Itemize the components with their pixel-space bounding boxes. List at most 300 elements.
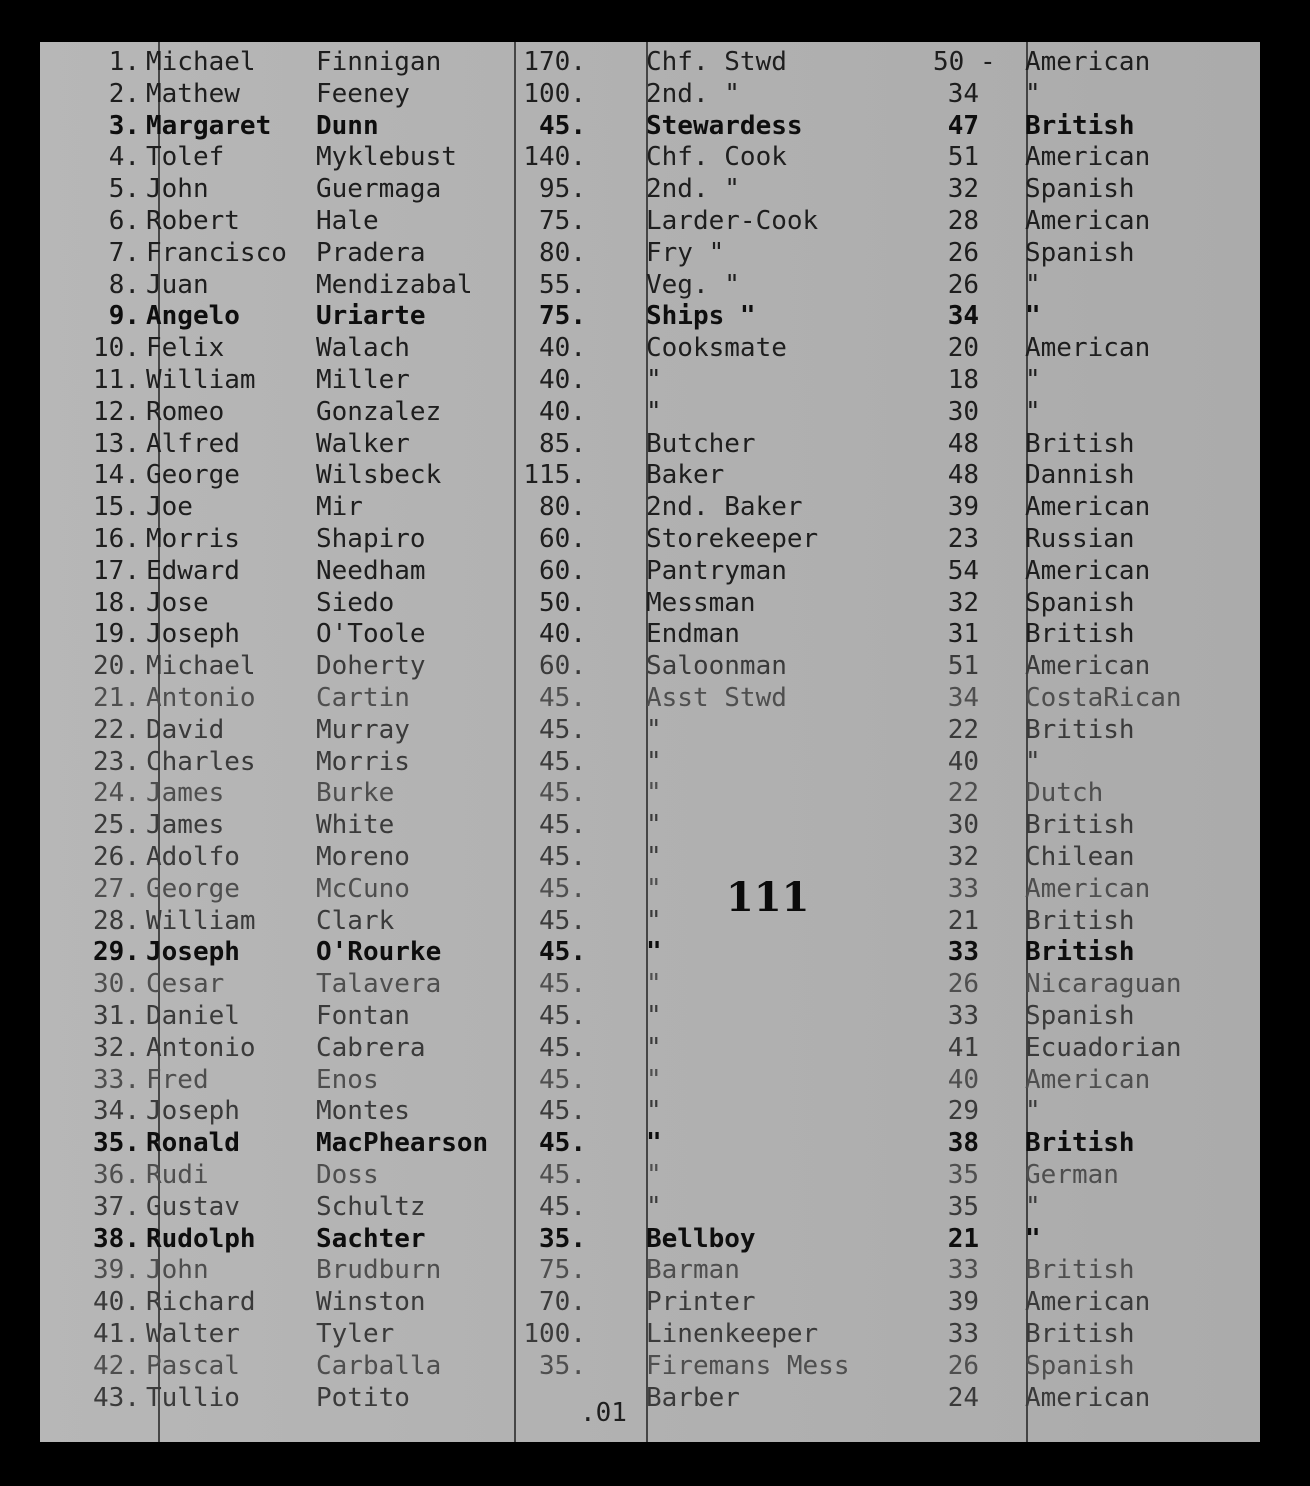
table-row (40, 459, 1260, 491)
cell-rating: " (646, 905, 662, 936)
cell-last-name: Needham (316, 555, 426, 586)
table-row (40, 173, 1260, 205)
cell-first-name: Antonio (146, 1032, 256, 1063)
cell-first-name: Tullio (146, 1382, 240, 1413)
cell-wage: 45. (539, 1128, 586, 1159)
cell-age: 21 (947, 1223, 979, 1254)
cell-row-number: 34. (93, 1096, 140, 1127)
cell-last-name: Mir (316, 492, 363, 523)
cell-row-number: 8. (108, 269, 140, 300)
table-row (40, 364, 1260, 396)
cell-nationality: Spanish (1025, 587, 1135, 618)
cell-rating: " (646, 1160, 662, 1190)
table-row (40, 905, 1260, 937)
cell-age: 34 (947, 78, 979, 109)
cell-last-name: Shapiro (316, 524, 426, 554)
cell-age: 35 (947, 1191, 979, 1222)
cell-wage: 45. (539, 969, 586, 1000)
table-row (40, 809, 1260, 841)
cell-wage: 40. (539, 365, 586, 395)
cell-nationality: Dutch (1025, 778, 1104, 809)
cell-wage: 85. (539, 428, 586, 459)
cell-row-number: 12. (93, 396, 140, 427)
cell-row-number: 23. (93, 746, 140, 777)
cell-row-number: 17. (93, 555, 140, 586)
cell-wage: 45. (539, 1001, 586, 1031)
cell-rating: " (646, 1032, 662, 1063)
cell-age: 47 (947, 110, 979, 141)
cell-wage: 45. (539, 1096, 586, 1127)
cell-wage: 40. (539, 396, 586, 427)
cell-age: 30 (947, 810, 979, 841)
cell-first-name: Charles (146, 746, 256, 777)
cell-first-name: Richard (146, 1287, 256, 1318)
cell-nationality: British (1025, 428, 1135, 459)
table-row (40, 1159, 1260, 1191)
table-row (40, 78, 1260, 110)
cell-wage: 45. (539, 873, 586, 904)
cell-last-name: Morris (316, 746, 410, 777)
cell-last-name: Dunn (316, 110, 379, 141)
cell-row-number: 28. (93, 905, 140, 936)
cell-age: 30 (947, 396, 979, 427)
cell-wage: 45. (539, 1064, 586, 1095)
table-row (40, 110, 1260, 142)
table-row (40, 587, 1260, 619)
cell-wage: 45. (539, 842, 586, 872)
cell-last-name: Moreno (316, 842, 410, 872)
cell-rating: " (646, 810, 662, 841)
cell-age: 51 (947, 651, 979, 682)
cell-rating: Storekeeper (646, 524, 819, 554)
table-row (40, 141, 1260, 173)
cell-wage: 70. (539, 1287, 586, 1318)
cell-rating: Endman (646, 619, 740, 650)
cell-wage: 100. (523, 1319, 586, 1349)
cell-nationality: British (1025, 905, 1135, 936)
cell-first-name: Gustav (146, 1191, 240, 1222)
table-row (40, 1064, 1260, 1096)
cell-last-name: Clark (316, 905, 395, 936)
cell-first-name: Pascal (146, 1350, 240, 1381)
cell-age: 26 (947, 237, 979, 268)
cell-rating: " (646, 969, 662, 1000)
table-row (40, 1254, 1260, 1286)
cell-last-name: Guermaga (316, 174, 442, 205)
cell-age: 40 (947, 1064, 979, 1095)
cell-first-name: Antonio (146, 683, 256, 713)
cell-first-name: James (146, 778, 225, 809)
cell-age: 50 - (933, 47, 996, 77)
cell-last-name: MacPhearson (316, 1128, 489, 1159)
cell-nationality: " (1025, 78, 1041, 109)
cell-rating: 2nd. " (646, 78, 740, 109)
cell-age: 51 (947, 142, 979, 173)
cell-wage: 35. (539, 1223, 586, 1254)
table-row (40, 936, 1260, 968)
table-row (40, 682, 1260, 714)
cell-first-name: Jose (146, 587, 209, 618)
cell-row-number: 41. (93, 1319, 140, 1349)
cell-nationality: Spanish (1025, 1001, 1135, 1031)
cell-row-number: 40. (93, 1287, 140, 1318)
cell-first-name: Romeo (146, 396, 225, 427)
cell-last-name: Uriarte (316, 301, 426, 332)
cell-rating: " (646, 1191, 662, 1222)
cell-nationality: Spanish (1025, 1350, 1135, 1381)
cell-rating: " (646, 1128, 662, 1159)
cell-wage: 45. (539, 714, 586, 745)
cell-nationality: Nicaraguan (1025, 969, 1182, 1000)
cell-nationality: American (1025, 142, 1151, 173)
cell-rating: " (646, 746, 662, 777)
cell-nationality: British (1025, 619, 1135, 650)
cell-rating: Saloonman (646, 651, 787, 682)
table-row (40, 650, 1260, 682)
cell-last-name: Finnigan (316, 47, 442, 77)
cell-last-name: Doss (316, 1160, 379, 1190)
side-note: .01 (580, 1398, 627, 1428)
cell-row-number: 35. (93, 1128, 140, 1159)
cell-rating: Asst Stwd (646, 683, 787, 713)
cell-last-name: McCuno (316, 873, 410, 904)
cell-first-name: Cesar (146, 969, 225, 1000)
cell-last-name: Winston (316, 1287, 426, 1318)
cell-rating: Fry " (646, 237, 725, 268)
table-row (40, 1032, 1260, 1064)
cell-first-name: Tolef (146, 142, 225, 173)
cell-first-name: Rudolph (146, 1223, 256, 1254)
cell-rating: 2nd. " (646, 174, 740, 205)
cell-last-name: Montes (316, 1096, 410, 1127)
cell-rating: Baker (646, 460, 725, 491)
cell-age: 26 (947, 969, 979, 1000)
cell-wage: 170. (523, 47, 586, 77)
cell-nationality: American (1025, 1287, 1151, 1318)
cell-rating: Printer (646, 1287, 756, 1318)
cell-nationality: American (1025, 492, 1151, 523)
cell-wage: 45. (539, 1191, 586, 1222)
cell-row-number: 15. (93, 492, 140, 523)
cell-row-number: 39. (93, 1255, 140, 1286)
cell-first-name: Robert (146, 206, 240, 236)
table-row (40, 1000, 1260, 1032)
table-row (40, 46, 1260, 78)
cell-row-number: 16. (93, 524, 140, 554)
cell-first-name: Ronald (146, 1128, 240, 1159)
cell-rating: " (646, 714, 662, 745)
cell-last-name: Hale (316, 206, 379, 236)
cell-first-name: Daniel (146, 1001, 240, 1031)
cell-nationality: British (1025, 714, 1135, 745)
cell-row-number: 2. (108, 78, 140, 109)
cell-row-number: 5. (108, 174, 140, 205)
table-row (40, 269, 1260, 301)
cell-nationality: Dannish (1025, 460, 1135, 491)
cell-wage: 80. (539, 237, 586, 268)
cell-wage: 60. (539, 524, 586, 554)
table-row (40, 1095, 1260, 1127)
cell-wage: 75. (539, 1255, 586, 1286)
table-row (40, 1127, 1260, 1159)
cell-first-name: Felix (146, 333, 225, 364)
cell-row-number: 4. (108, 142, 140, 173)
cell-rating: Firemans Mess (646, 1350, 850, 1381)
cell-last-name: Sachter (316, 1223, 426, 1254)
cell-row-number: 1. (108, 47, 140, 77)
cell-wage: 95. (539, 174, 586, 205)
cell-last-name: Cartin (316, 683, 410, 713)
cell-rating: " (646, 937, 662, 968)
cell-rating: Barman (646, 1255, 740, 1286)
cell-wage: 140. (523, 142, 586, 173)
table-row (40, 968, 1260, 1000)
cell-first-name: John (146, 174, 209, 205)
cell-row-number: 18. (93, 587, 140, 618)
table-row (40, 523, 1260, 555)
cell-first-name: Joseph (146, 937, 240, 968)
cell-wage: 50. (539, 587, 586, 618)
cell-rating: 2nd. Baker (646, 492, 803, 523)
cell-wage: 45. (539, 810, 586, 841)
cell-rating: Barber (646, 1382, 740, 1413)
cell-row-number: 30. (93, 969, 140, 1000)
cell-nationality: German (1025, 1160, 1119, 1190)
table-row (40, 332, 1260, 364)
cell-age: 29 (947, 1096, 979, 1127)
cell-age: 26 (947, 269, 979, 300)
table-row (40, 428, 1260, 460)
cell-wage: 60. (539, 555, 586, 586)
cell-last-name: Burke (316, 778, 395, 809)
cell-row-number: 25. (93, 810, 140, 841)
cell-wage: 100. (523, 78, 586, 109)
cell-nationality: American (1025, 651, 1151, 682)
cell-rating: Larder-Cook (646, 206, 819, 236)
table-row (40, 746, 1260, 778)
table-row (40, 1382, 1260, 1414)
cell-first-name: George (146, 873, 240, 904)
cell-rating: " (646, 1064, 662, 1095)
cell-wage: 45. (539, 905, 586, 936)
cell-age: 21 (947, 905, 979, 936)
cell-row-number: 36. (93, 1160, 140, 1190)
cell-age: 54 (947, 555, 979, 586)
cell-first-name: James (146, 810, 225, 841)
cell-wage: 45. (539, 1032, 586, 1063)
cell-row-number: 22. (93, 714, 140, 745)
cell-wage: 45. (539, 1160, 586, 1190)
cell-age: 32 (947, 587, 979, 618)
cell-age: 33 (947, 1001, 979, 1031)
cell-nationality: American (1025, 333, 1151, 364)
cell-last-name: Talavera (316, 969, 442, 1000)
cell-first-name: Michael (146, 651, 256, 682)
cell-nationality: American (1025, 555, 1151, 586)
cell-age: 48 (947, 428, 979, 459)
cell-nationality: British (1025, 937, 1135, 968)
cell-rating: " (646, 873, 662, 904)
cell-nationality: British (1025, 1128, 1135, 1159)
cell-rating: " (646, 1096, 662, 1127)
cell-first-name: Fred (146, 1064, 209, 1095)
cell-nationality: CostaRican (1025, 683, 1182, 713)
cell-age: 38 (947, 1128, 979, 1159)
cell-rating: Butcher (646, 428, 756, 459)
cell-nationality: British (1025, 810, 1135, 841)
cell-nationality: Russian (1025, 524, 1135, 554)
cell-last-name: Carballa (316, 1350, 442, 1381)
cell-nationality: British (1025, 110, 1135, 141)
cell-first-name: Rudi (146, 1160, 209, 1190)
cell-age: 18 (947, 365, 979, 395)
cell-wage: 75. (539, 206, 586, 236)
cell-nationality: " (1025, 746, 1041, 777)
cell-wage: 45. (539, 110, 586, 141)
cell-age: 39 (947, 492, 979, 523)
cell-age: 39 (947, 1287, 979, 1318)
cell-rating: Chf. Stwd (646, 47, 787, 77)
cell-first-name: Juan (146, 269, 209, 300)
cell-age: 28 (947, 206, 979, 236)
cell-wage: 60. (539, 651, 586, 682)
table-row (40, 1350, 1260, 1382)
cell-age: 35 (947, 1160, 979, 1190)
cell-nationality: " (1025, 269, 1041, 300)
cell-row-number: 33. (93, 1064, 140, 1095)
cell-last-name: White (316, 810, 395, 841)
table-row (40, 396, 1260, 428)
cell-first-name: Francisco (146, 237, 287, 268)
cell-last-name: Cabrera (316, 1032, 426, 1063)
cell-age: 20 (947, 333, 979, 364)
cell-row-number: 20. (93, 651, 140, 682)
table-row (40, 777, 1260, 809)
cell-first-name: William (146, 365, 256, 395)
table-row (40, 714, 1260, 746)
cell-last-name: Myklebust (316, 142, 457, 173)
cell-first-name: Michael (146, 47, 256, 77)
cell-rating: Messman (646, 587, 756, 618)
cell-rating: " (646, 842, 662, 872)
cell-last-name: Feeney (316, 78, 410, 109)
cell-first-name: Walter (146, 1319, 240, 1349)
cell-first-name: Mathew (146, 78, 240, 109)
cell-rating: Pantryman (646, 555, 787, 586)
cell-age: 22 (947, 714, 979, 745)
cell-age: 32 (947, 842, 979, 872)
cell-row-number: 42. (93, 1350, 140, 1381)
cell-nationality: British (1025, 1255, 1135, 1286)
cell-row-number: 27. (93, 873, 140, 904)
cell-last-name: Miller (316, 365, 410, 395)
cell-nationality: " (1025, 1096, 1041, 1127)
cell-rating: " (646, 778, 662, 809)
cell-first-name: Margaret (146, 110, 272, 141)
cell-last-name: Walker (316, 428, 410, 459)
cell-first-name: William (146, 905, 256, 936)
cell-rating: Ships " (646, 301, 756, 332)
cell-age: 23 (947, 524, 979, 554)
cell-age: 33 (947, 1255, 979, 1286)
cell-wage: 35. (539, 1350, 586, 1381)
cell-age: 33 (947, 937, 979, 968)
cell-nationality: " (1025, 365, 1041, 395)
cell-last-name: Murray (316, 714, 410, 745)
cell-last-name: O'Toole (316, 619, 426, 650)
cell-nationality: American (1025, 1382, 1151, 1413)
cell-last-name: O'Rourke (316, 937, 442, 968)
cell-wage: 45. (539, 937, 586, 968)
cell-wage: 45. (539, 746, 586, 777)
cell-nationality: " (1025, 396, 1041, 427)
table-row (40, 205, 1260, 237)
cell-wage: 80. (539, 492, 586, 523)
cell-last-name: Fontan (316, 1001, 410, 1031)
cell-row-number: 7. (108, 237, 140, 268)
table-row (40, 1286, 1260, 1318)
cell-first-name: Morris (146, 524, 240, 554)
cell-first-name: John (146, 1255, 209, 1286)
cell-row-number: 21. (93, 683, 140, 713)
cell-row-number: 32. (93, 1032, 140, 1063)
cell-age: 34 (947, 301, 979, 332)
cell-nationality: Spanish (1025, 174, 1135, 205)
cell-row-number: 38. (93, 1223, 140, 1254)
cell-row-number: 9. (108, 301, 140, 332)
cell-rating: Bellboy (646, 1223, 756, 1254)
cell-last-name: Mendizabal (316, 269, 473, 300)
cell-age: 33 (947, 1319, 979, 1349)
cell-nationality: American (1025, 873, 1151, 904)
cell-wage: 115. (523, 460, 586, 491)
cell-last-name: Siedo (316, 587, 395, 618)
cell-age: 22 (947, 778, 979, 809)
cell-row-number: 14. (93, 460, 140, 491)
cell-wage: 75. (539, 301, 586, 332)
cell-nationality: British (1025, 1319, 1135, 1349)
table-row (40, 841, 1260, 873)
cell-nationality: " (1025, 1223, 1041, 1254)
cell-last-name: Brudburn (316, 1255, 442, 1286)
cell-row-number: 43. (93, 1382, 140, 1413)
cell-row-number: 10. (93, 333, 140, 364)
cell-first-name: David (146, 714, 225, 745)
cell-first-name: Joseph (146, 1096, 240, 1127)
cell-first-name: Alfred (146, 428, 240, 459)
cell-wage: 55. (539, 269, 586, 300)
cell-rating: Stewardess (646, 110, 803, 141)
cell-first-name: Joseph (146, 619, 240, 650)
cell-age: 32 (947, 174, 979, 205)
cell-row-number: 19. (93, 619, 140, 650)
cell-rating: " (646, 396, 662, 427)
cell-last-name: Walach (316, 333, 410, 364)
cell-last-name: Doherty (316, 651, 426, 682)
cell-first-name: Angelo (146, 301, 240, 332)
cell-age: 33 (947, 873, 979, 904)
cell-rating: Cooksmate (646, 333, 787, 364)
cell-nationality: " (1025, 301, 1041, 332)
cell-nationality: American (1025, 47, 1151, 77)
cell-wage: 45. (539, 683, 586, 713)
cell-nationality: American (1025, 206, 1151, 236)
table-row (40, 1191, 1260, 1223)
cell-age: 34 (947, 683, 979, 713)
cell-row-number: 26. (93, 842, 140, 872)
cell-age: 48 (947, 460, 979, 491)
cell-last-name: Schultz (316, 1191, 426, 1222)
